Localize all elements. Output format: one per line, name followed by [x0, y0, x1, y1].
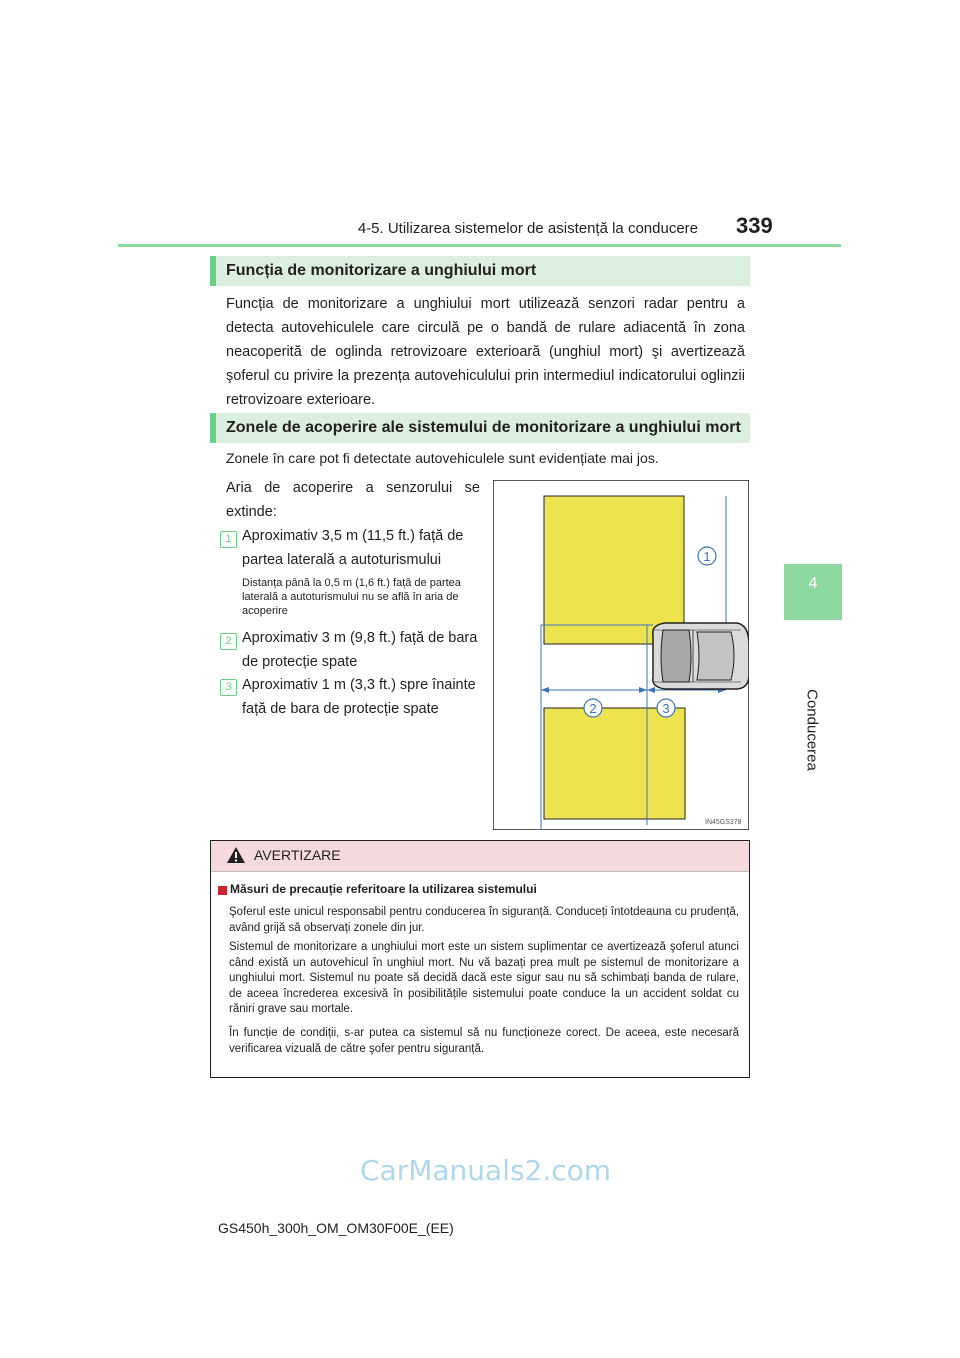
manual-code: GS450h_300h_OM_OM30F00E_(EE): [218, 1220, 454, 1236]
chapter-label: [782, 680, 842, 780]
callout-1-label: 1: [703, 549, 711, 564]
running-header-title: 4-5. Utilizarea sistemelor de asistență la conducere: [357, 220, 698, 237]
section-body: Funcția de monitorizare a unghiului mort utilizează senzori radar pentru a detecta autovehiculele care circulă pe o bandă de rulare adiacentă în zona neacoperită de oglinda retrovizoare exterioară (unghiul mort) şi avertizează şoferul cu privire la prezența autovehiculului prin intermediul indicatorului oglinzii retrovizoare exterioare.: [226, 296, 745, 408]
red-bullet-square: [218, 886, 227, 895]
rear-coverage-zone: [544, 708, 685, 819]
coverage-note: Distanța până la 0,5 m (1,6 ft.) față de partea laterală a autoturismului nu se află în aria de acoperire: [242, 577, 461, 617]
coverage-item: Aproximativ 3 m (9,8 ft.) față de bara de protecție spate: [242, 630, 478, 670]
car-topview: [653, 623, 749, 689]
item-number-badge: 3: [220, 679, 237, 696]
chapter-tab: 4: [784, 564, 842, 620]
callout-2-label: 2: [589, 701, 597, 716]
warning-triangle-icon: [226, 846, 246, 864]
side-coverage-zone: [544, 496, 684, 644]
section-heading: Funcția de monitorizare a unghiului mort: [210, 256, 750, 286]
section-heading: Zonele de acoperire ale sistemului de monitorizare a unghiului mort: [210, 413, 750, 443]
chapter-label-text: Conducerea: [803, 689, 821, 771]
item-number-badge: 2: [220, 633, 237, 650]
warning-title: AVERTIZARE: [254, 847, 341, 863]
header-rule: [118, 244, 841, 247]
warning-paragraph: În funcție de condiții, s-ar putea ca sistemul să nu funcționeze corect. De aceea, este necesară verificarea vizuală de către şofer pentru siguranță.: [229, 1027, 739, 1055]
section-intro: Zonele în care pot fi detectate autovehiculele sunt evidențiate mai jos.: [226, 450, 659, 466]
warning-subtitle: Măsuri de precauție referitoare la utilizarea sistemului: [230, 882, 537, 896]
callout-3-label: 3: [662, 701, 670, 716]
watermark: CarManuals2.com: [360, 1154, 612, 1187]
coverage-item: Aproximativ 1 m (3,3 ft.) spre înainte față de bara de protecție spate: [242, 677, 476, 717]
coverage-item: Aproximativ 3,5 m (11,5 ft.) față de partea laterală a autoturismului: [242, 528, 464, 568]
warning-paragraph: Sistemul de monitorizare a unghiului mort este un sistem suplimentar ce avertizează şoferul atunci când există un autovehicul în unghiul mort. Nu vă bazați prea mult pe sistemul de monitorizare a unghiului mort. Sistemul nu poate să decidă dacă este sigur sau nu să schimbați banda de rulare, de aceea încrederea excesivă în posibilitățile sistemului poate conduce la un accident soldat cu răniri grave sau mortale.: [229, 941, 739, 1015]
page-number: 339: [736, 213, 773, 238]
item-number-badge: 1: [220, 531, 237, 548]
warning-paragraph: Şoferul este unicul responsabil pentru conducerea în siguranță. Conduceți întotdeauna cu prudență, având grijă să observați zonele din jur.: [229, 906, 739, 934]
coverage-diagram: [493, 480, 749, 830]
image-code: IN45GS378: [705, 819, 742, 826]
coverage-intro: Aria de acoperire a senzorului se extinde:: [226, 480, 480, 520]
